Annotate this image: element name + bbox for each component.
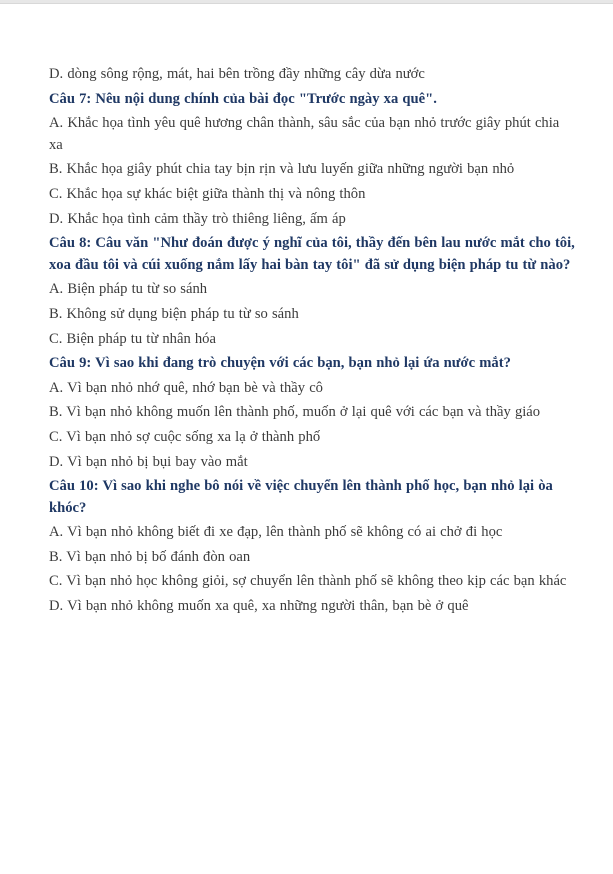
question-10-option-b: B. Vì bạn nhỏ bị bố đánh đòn oan xyxy=(49,548,251,565)
question-7-heading: Câu 7: Nêu nội dung chính của bài đọc "Trước ngày xa quê". xyxy=(49,90,437,107)
page-top-border xyxy=(0,0,613,4)
question-9-option-b: B. Vì bạn nhỏ không muốn lên thành phố, muốn ở lại quê với các bạn và thầy giáo xyxy=(49,404,541,421)
question-9-option-a: A. Vì bạn nhỏ nhớ quê, nhớ bạn bè và thầy cô xyxy=(49,379,323,396)
question-7-option-a: A. Khắc họa tình yêu quê hương chân thành, sâu sắc của bạn nhỏ trước giây phút chia xa xyxy=(49,115,560,153)
question-10-option-d: D. Vì bạn nhỏ không muốn xa quê, xa những người thân, bạn bè ở quê xyxy=(49,598,469,615)
question-10-option-a: A. Vì bạn nhỏ không biết đi xe đạp, lên thành phố sẽ không có ai chở đi học xyxy=(49,524,503,541)
question-7-option-b: B. Khắc họa giây phút chia tay bịn rịn và lưu luyến giữa những người bạn nhỏ xyxy=(49,161,515,178)
question-8-option-b: B. Không sử dụng biện pháp tu từ so sánh xyxy=(49,305,299,322)
question-7-option-c: C. Khắc họa sự khác biệt giữa thành thị và nông thôn xyxy=(49,185,366,202)
question-9-option-c: C. Vì bạn nhỏ sợ cuộc sống xa lạ ở thành phố xyxy=(49,428,321,445)
question-10-option-c: C. Vì bạn nhỏ học không giỏi, sợ chuyển lên thành phố sẽ không theo kịp các bạn khác xyxy=(49,573,567,590)
question-8-heading: Câu 8: Câu văn "Như đoán được ý nghĩ của tôi, thầy đến bên lau nước mắt cho tôi, xoa đầu tôi và cúi xuống nắm lấy hai bàn tay tôi" đã sử dụng biện pháp tu từ nào? xyxy=(49,235,575,273)
question-8-option-a: A. Biện pháp tu từ so sánh xyxy=(49,281,208,298)
quiz-content xyxy=(49,64,577,621)
question-9-heading: Câu 9: Vì sao khi đang trò chuyện với các bạn, bạn nhỏ lại ứa nước mắt? xyxy=(49,355,511,372)
question-7-option-d: D. Khắc họa tình cảm thầy trò thiêng liêng, ấm áp xyxy=(49,210,346,227)
question-9-option-d: D. Vì bạn nhỏ bị bụi bay vào mắt xyxy=(49,453,248,470)
question-10-heading: Câu 10: Vì sao khi nghe bô nói về việc chuyển lên thành phố học, bạn nhỏ lại òa khóc? xyxy=(49,478,553,516)
previous-question-option-d: D. dòng sông rộng, mát, hai bên trồng đầy những cây dừa nước xyxy=(49,66,425,82)
question-8-option-c: C. Biện pháp tu từ nhân hóa xyxy=(49,330,216,347)
